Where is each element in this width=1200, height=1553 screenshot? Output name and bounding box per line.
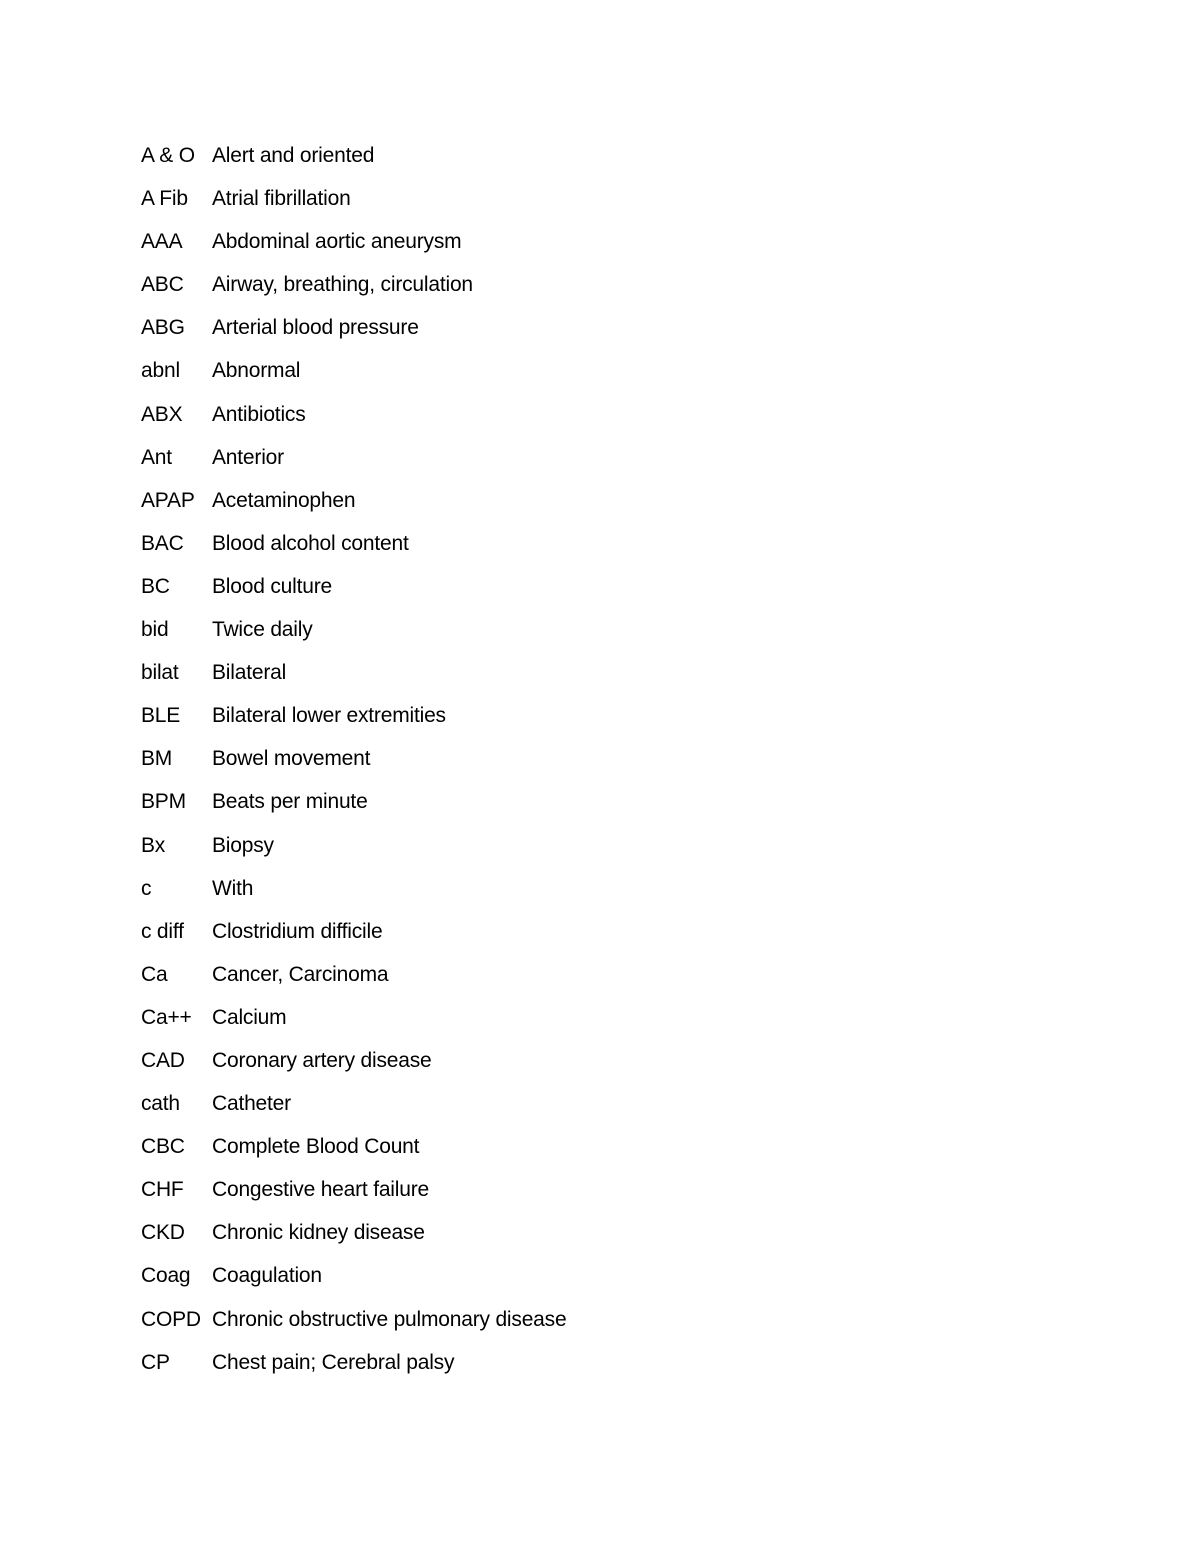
abbreviation-meaning: Acetaminophen (212, 488, 356, 512)
abbreviation-row (141, 570, 566, 613)
abbreviation-term: ABX (141, 402, 183, 426)
abbreviation-row (141, 958, 566, 1001)
abbreviation-row (141, 915, 566, 958)
abbreviation-row (141, 1001, 566, 1044)
abbreviation-meaning: Calcium (212, 1005, 287, 1029)
abbreviation-term: Coag (141, 1264, 191, 1288)
abbreviation-meaning: Congestive heart failure (212, 1178, 429, 1202)
abbreviation-term: ABG (141, 316, 185, 340)
abbreviation-row (141, 699, 566, 742)
abbreviation-term: Bx (141, 833, 166, 857)
abbreviation-meaning: Catheter (212, 1092, 291, 1116)
abbreviation-meaning: Coagulation (212, 1264, 322, 1288)
abbreviation-term: c (141, 876, 152, 900)
abbreviation-row (141, 656, 566, 699)
abbreviation-row (141, 1259, 566, 1302)
abbreviation-row (141, 182, 566, 225)
abbreviation-meaning: Airway, breathing, circulation (212, 273, 473, 297)
abbreviation-term: APAP (141, 488, 195, 512)
abbreviation-row (141, 311, 566, 354)
abbreviation-meaning: Antibiotics (212, 402, 306, 426)
abbreviation-term: AAA (141, 230, 183, 254)
abbreviation-meaning: Chest pain; Cerebral palsy (212, 1350, 455, 1374)
abbreviation-term: c diff (141, 919, 184, 943)
abbreviation-meaning: Arterial blood pressure (212, 316, 419, 340)
abbreviation-row (141, 742, 566, 785)
abbreviation-term: COPD (141, 1307, 201, 1331)
abbreviation-meaning: Biopsy (212, 833, 274, 857)
abbreviation-meaning: Chronic obstructive pulmonary disease (212, 1307, 567, 1331)
abbreviation-row (141, 484, 566, 527)
abbreviation-row (141, 268, 566, 311)
abbreviation-meaning: Bilateral lower extremities (212, 704, 446, 728)
abbreviation-list (141, 139, 566, 1389)
abbreviation-meaning: Cancer, Carcinoma (212, 962, 389, 986)
abbreviation-row (141, 1303, 566, 1346)
abbreviation-term: CKD (141, 1221, 185, 1245)
abbreviation-term: bilat (141, 661, 179, 685)
abbreviation-meaning: Twice daily (212, 618, 313, 642)
abbreviation-row (141, 139, 566, 182)
abbreviation-term: Ca (141, 962, 168, 986)
abbreviation-term: BM (141, 747, 173, 771)
abbreviation-meaning: Chronic kidney disease (212, 1221, 425, 1245)
abbreviation-row (141, 1087, 566, 1130)
abbreviation-term: CBC (141, 1135, 185, 1159)
abbreviation-term: BAC (141, 531, 184, 555)
abbreviation-term: CP (141, 1350, 170, 1374)
abbreviation-row (141, 613, 566, 656)
abbreviation-row (141, 527, 566, 570)
abbreviation-meaning: Atrial fibrillation (212, 187, 351, 211)
abbreviation-row (141, 398, 566, 441)
abbreviation-row (141, 1173, 566, 1216)
abbreviation-term: Ant (141, 445, 172, 469)
abbreviation-meaning: Clostridium difficile (212, 919, 383, 943)
abbreviation-meaning: Alert and oriented (212, 144, 375, 167)
abbreviation-row (141, 829, 566, 872)
abbreviation-row (141, 225, 566, 268)
abbreviation-meaning: Anterior (212, 445, 284, 469)
abbreviation-meaning: Abdominal aortic aneurysm (212, 230, 462, 254)
abbreviation-row (141, 872, 566, 915)
abbreviation-row (141, 1044, 566, 1087)
abbreviation-meaning: Beats per minute (212, 790, 368, 814)
abbreviation-term: CHF (141, 1178, 184, 1202)
abbreviation-term: BPM (141, 790, 186, 814)
abbreviation-meaning: Blood alcohol content (212, 531, 409, 555)
abbreviation-row (141, 354, 566, 397)
abbreviation-meaning: Bilateral (212, 661, 287, 685)
abbreviation-row (141, 441, 566, 484)
abbreviation-term: A & O (141, 144, 195, 167)
abbreviation-term: Ca++ (141, 1005, 192, 1029)
abbreviation-meaning: Complete Blood Count (212, 1135, 420, 1159)
abbreviation-row (141, 1130, 566, 1173)
abbreviation-term: A Fib (141, 187, 188, 211)
abbreviation-term: bid (141, 618, 169, 642)
abbreviation-term: BC (141, 574, 170, 598)
abbreviation-term: cath (141, 1092, 180, 1116)
abbreviation-row (141, 785, 566, 828)
abbreviation-meaning: Abnormal (212, 359, 301, 383)
abbreviation-meaning: With (212, 876, 254, 900)
abbreviation-term: ABC (141, 273, 184, 297)
abbreviation-term: CAD (141, 1048, 185, 1072)
abbreviation-term: BLE (141, 704, 181, 728)
abbreviation-meaning: Blood culture (212, 574, 332, 598)
abbreviation-term: abnl (141, 359, 180, 383)
abbreviation-meaning: Coronary artery disease (212, 1048, 432, 1072)
abbreviation-row (141, 1346, 566, 1389)
abbreviation-meaning: Bowel movement (212, 747, 371, 771)
abbreviation-row (141, 1216, 566, 1259)
